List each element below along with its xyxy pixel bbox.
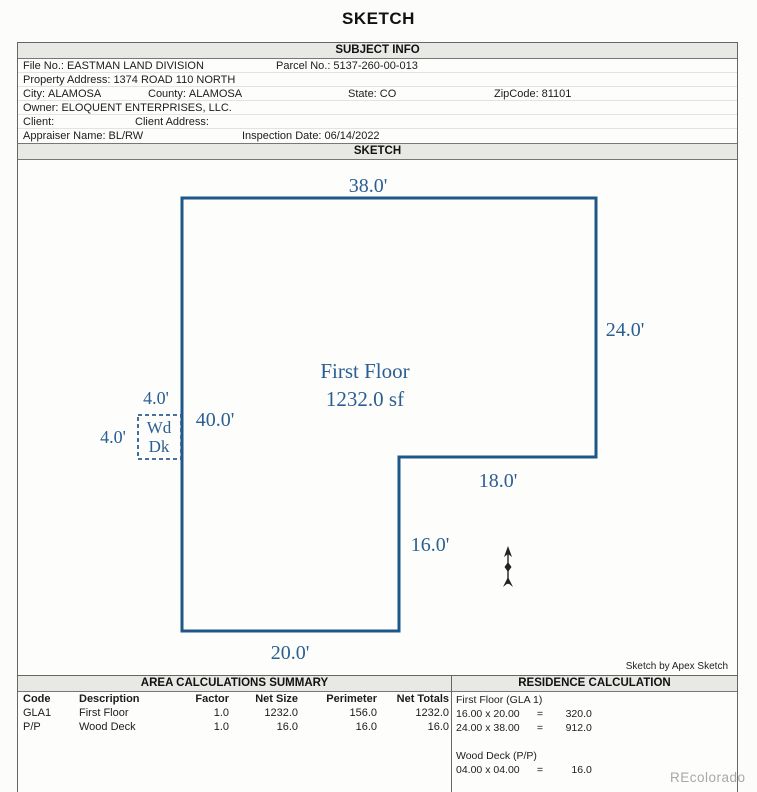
county-field	[148, 88, 242, 100]
calculations-section	[18, 676, 737, 792]
dim-left: 40.0'	[195, 409, 235, 431]
cell-factor: 1.0	[213, 707, 229, 719]
floorplan-outline	[182, 198, 596, 631]
appraiser-label: Appraiser Name:	[23, 130, 106, 142]
deck-label-line2: Dk	[148, 437, 170, 456]
city-field	[23, 88, 101, 100]
recolorado-watermark: REcolorado	[670, 770, 746, 785]
parcel-no-field	[276, 60, 418, 72]
client-address-field	[135, 116, 212, 128]
dim-right: 24.0'	[605, 319, 645, 341]
client-address-label: Client Address:	[135, 116, 209, 128]
cell-net-size: 16.0	[276, 721, 298, 733]
cell-net-size: 1232.0	[264, 707, 298, 719]
cell-net-totals: 1232.0	[415, 707, 449, 719]
subject-info-section	[18, 59, 737, 144]
subject-info-row-client	[18, 115, 737, 129]
subject-info-row-owner	[18, 101, 737, 115]
appraiser-value: BL/RW	[108, 130, 144, 142]
col-net-totals: Net Totals	[396, 693, 449, 705]
cell-factor: 1.0	[213, 721, 229, 733]
calc-result: 320.0	[565, 708, 592, 720]
table-row	[23, 706, 451, 720]
sketch-canvas	[18, 160, 737, 676]
col-net-size: Net Size	[255, 693, 298, 705]
subject-info-row-city	[18, 87, 737, 101]
state-value: CO	[379, 88, 397, 100]
zipcode-label: ZipCode:	[494, 88, 539, 100]
owner-field	[23, 102, 232, 114]
calc-result: 16.0	[571, 764, 592, 776]
calc-expression: 24.00 x 38.00	[456, 722, 520, 734]
residence-calculation-body	[452, 692, 737, 777]
owner-value: ELOQUENT ENTERPRISES, LLC.	[61, 102, 232, 114]
subject-info-row-address	[18, 73, 737, 87]
client-field	[23, 116, 57, 128]
north-arrow-icon	[503, 546, 513, 587]
page-title: SKETCH	[342, 9, 415, 28]
file-no-field	[23, 60, 204, 72]
area-calculations-header: AREA CALCULATIONS SUMMARY	[18, 676, 451, 692]
cell-perimeter: 16.0	[355, 721, 377, 733]
area-label-line1: First Floor	[320, 359, 410, 383]
property-address-label: Property Address:	[23, 74, 111, 86]
deck-label-line1: Wd	[146, 418, 172, 437]
col-factor: Factor	[195, 693, 229, 705]
deck-dim-top: 4.0'	[143, 388, 169, 408]
zipcode-value: 81101	[541, 88, 572, 100]
subject-info-row-file	[18, 59, 737, 73]
calc-expression: 16.00 x 20.00	[456, 708, 520, 720]
area-label-line2: 1232.0 sf	[325, 387, 405, 411]
subject-info-row-appraiser	[18, 129, 737, 143]
calc-line	[456, 721, 737, 735]
zipcode-field	[494, 88, 571, 100]
calc-spacer	[456, 735, 737, 749]
cell-description: First Floor	[79, 707, 129, 719]
area-calculations-panel	[18, 676, 452, 792]
inspection-date-field	[242, 130, 380, 142]
owner-label: Owner:	[23, 102, 59, 114]
col-perimeter: Perimeter	[326, 693, 377, 705]
col-code: Code	[23, 693, 51, 705]
state-field	[348, 88, 396, 100]
table-header-row	[23, 692, 451, 706]
calc-group-title: Wood Deck (P/P)	[456, 750, 537, 762]
dim-step-vertical: 16.0'	[410, 534, 450, 556]
deck-dim-left: 4.0'	[100, 427, 126, 447]
col-description: Description	[79, 693, 140, 705]
calc-equals: =	[536, 722, 543, 734]
area-calculations-table	[18, 692, 451, 734]
document-frame	[17, 42, 738, 792]
state-label: State:	[348, 88, 377, 100]
city-value: ALAMOSA	[48, 88, 102, 100]
inspection-date-value: 06/14/2022	[324, 130, 380, 142]
dim-top: 38.0'	[348, 175, 388, 197]
property-address-field	[23, 74, 235, 86]
dim-step-horizontal: 18.0'	[478, 470, 518, 492]
cell-code: P/P	[23, 721, 41, 733]
calc-equals: =	[536, 764, 543, 776]
calc-result: 912.0	[565, 722, 592, 734]
dim-bottom: 20.0'	[270, 642, 310, 664]
file-no-value: EASTMAN LAND DIVISION	[66, 60, 204, 72]
city-label: City:	[23, 88, 45, 100]
parcel-no-label: Parcel No.:	[276, 60, 331, 72]
appraiser-field	[23, 130, 143, 142]
client-label: Client:	[23, 116, 55, 128]
inspection-date-label: Inspection Date:	[242, 130, 322, 142]
floorplan-drawing	[18, 160, 737, 676]
county-value: ALAMOSA	[188, 88, 243, 100]
cell-description: Wood Deck	[79, 721, 136, 733]
county-label: County:	[148, 88, 186, 100]
parcel-no-value: 5137-260-00-013	[333, 60, 418, 72]
calc-line	[456, 707, 737, 721]
table-row	[23, 720, 451, 734]
sketch-section-header: SKETCH	[18, 144, 737, 160]
sketch-credit: Sketch by Apex Sketch	[625, 661, 728, 672]
calc-expression: 04.00 x 04.00	[456, 764, 520, 776]
cell-net-totals: 16.0	[427, 721, 449, 733]
cell-perimeter: 156.0	[349, 707, 377, 719]
file-no-label: File No.:	[23, 60, 64, 72]
residence-calculation-header: RESIDENCE CALCULATION	[452, 676, 737, 692]
property-address-value: 1374 ROAD 110 NORTH	[113, 74, 236, 86]
calc-equals: =	[536, 708, 543, 720]
cell-code: GLA1	[23, 707, 52, 719]
calc-group-title: First Floor (GLA 1)	[456, 694, 543, 706]
subject-info-header: SUBJECT INFO	[18, 43, 737, 59]
